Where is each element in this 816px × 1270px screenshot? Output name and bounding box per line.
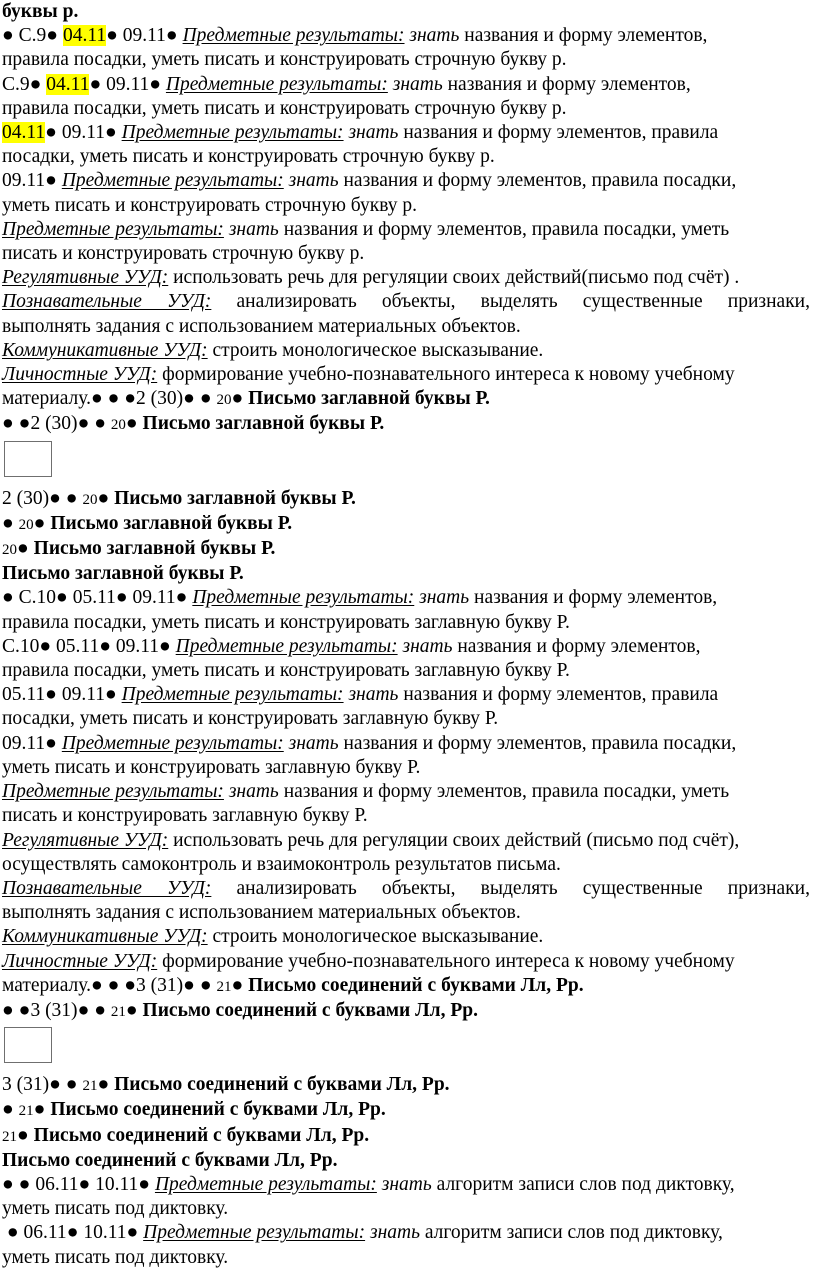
date: 09.11 [2,170,46,192]
bullet: ● [104,684,117,706]
bullet: ● [175,587,188,609]
bullet: ● [45,122,57,144]
text-line: правила посадки, уметь писать и конструировать заглавную букву Р. [2,611,570,633]
personal-row [2,950,810,974]
subject-results-label: Предметные результаты: [154,1173,377,1195]
bullet: ● [77,413,90,435]
communicative-label: Коммуникативные УУД: [2,926,208,948]
bullet: ● [46,25,59,47]
personal-text: материалу. [2,974,91,996]
lesson-row [2,24,810,48]
lesson-number: 2 (30) [30,413,78,435]
lesson-number: 2 (30) [136,388,184,410]
date: 09.11 [61,122,105,144]
subject-results-text: алгоритм записи слов под диктовку, [436,1173,735,1195]
subject-results-text: названия и форму элементов, правила посадки, [343,170,737,192]
hours: 21 [18,1103,34,1120]
date-highlighted: 04.11 [46,73,90,95]
lesson-title: Письмо заглавной буквы Р. [2,563,244,585]
regulatory-text: использовать речь для регуляции своих действий (письмо под счёт), [173,829,740,851]
date: 06.11 [35,1173,79,1195]
date: 05.11 [72,587,116,609]
bullet: ● [56,587,68,609]
bullet: ● [17,1124,29,1146]
date: 09.11 [106,73,150,95]
date-highlighted: 04.11 [2,122,46,144]
lesson-row [2,73,810,97]
text-line: уметь писать и конструировать заглавную букву Р. [2,756,421,778]
know-word: знать [419,587,470,609]
subject-results-text: названия и форму элементов, [474,587,718,609]
empty-cell-box [4,1027,52,1063]
text-line: правила посадки, уметь писать и конструировать строчную букву р. [2,97,567,119]
bullet: ● [97,1074,110,1096]
regulatory-text: использовать речь для регуляции своих действий(письмо под счёт) . [173,267,740,289]
bullet: ● [66,1222,79,1244]
cognitive-text: анализировать объекты, выделять существенные признаки, [236,877,810,899]
bullet: ● [45,684,57,706]
text-line: выполнять задания с использованием материальных объектов. [2,902,521,924]
bullet: ● [125,413,138,435]
lesson-title: Письмо заглавной буквы Р. [114,487,356,509]
subject-results-label: Предметные результаты: [2,781,224,803]
text-line: правила посадки, уметь писать и конструировать заглавную букву Р. [2,660,570,682]
communicative-row [2,925,810,949]
lesson-row [2,1124,810,1149]
text-line: уметь писать и конструировать строчную букву р. [2,194,417,216]
bullet: ● [124,974,137,996]
date: 09.11 [61,684,105,706]
bullet: ● [2,512,14,534]
subject-results-label: Предметные результаты: [175,635,398,657]
bullet: ● [199,388,212,410]
text-line: уметь писать под диктовку. [2,1198,229,1220]
lesson-row [2,1098,810,1123]
lesson-title: Письмо соединений с буквами Лл, Рр. [2,1149,338,1171]
lesson-row [2,487,810,512]
know-word: знать [228,218,279,240]
subject-results-label: Предметные результаты: [192,587,415,609]
bullet: ● [183,974,195,996]
personal-label: Личностные УУД: [2,950,158,972]
bullet: ● [165,25,178,47]
personal-row-cont [2,974,810,999]
subject-results-label: Предметные результаты: [182,25,405,47]
regulatory-label: Регулятивные УУД: [2,829,169,851]
date: 05.11 [56,635,100,657]
text-line: писать и конструировать строчную букву р. [2,243,365,265]
subject-results-label: Предметные результаты: [165,73,388,95]
know-word: знать [369,1222,420,1244]
cognitive-text: анализировать объекты, выделять существенные признаки, [236,291,810,313]
hours: 20 [82,491,98,508]
subject-results-text: алгоритм записи слов под диктовку, [424,1222,723,1244]
lesson-row [2,169,810,193]
subject-results-text: названия и форму элементов, [457,635,701,657]
lesson-row [2,218,810,242]
lesson-row [2,780,810,804]
subject-results-label: Предметные результаты: [143,1222,366,1244]
subject-results-label: Предметные результаты: [121,122,344,144]
subject-results-text: названия и форму элементов, [464,25,708,47]
bullet: ● [90,388,103,410]
bullet: ● [97,487,110,509]
subject-results-label: Предметные результаты: [121,684,344,706]
bullet: ● [183,388,195,410]
cognitive-label: Познавательные УУД: [2,291,212,313]
heading-letter-r: буквы р. [2,1,79,22]
bullet: ● [29,73,42,95]
subject-results-text: названия и форму элементов, правила посадки, уметь [283,781,730,803]
bullet: ● [94,413,106,435]
lesson-title: Письмо соединений с буквами Лл, Рр. [33,1124,370,1146]
bullet: ● [18,999,31,1021]
hours: 21 [82,1078,98,1095]
lesson-row [2,732,810,756]
bullet: ● [78,1173,91,1195]
bullet: ● [2,587,14,609]
date: 05.11 [2,684,46,706]
lesson-title: Письмо заглавной буквы Р. [142,413,385,435]
bullet: ● [107,974,120,996]
bullet: ● [199,974,212,996]
regulatory-row [2,829,810,853]
bullet: ● [125,999,138,1021]
know-word: знать [381,1173,432,1195]
know-word: знать [348,122,399,144]
bullet: ● [49,1074,61,1096]
cognitive-label: Познавательные УУД: [2,877,212,899]
lesson-number: 3 (31) [2,1074,50,1096]
bullet: ● [65,487,78,509]
bullet: ● [65,1074,78,1096]
lesson-title: Письмо заглавной буквы Р. [33,538,276,560]
lesson-row [2,999,810,1024]
subject-results-label: Предметные результаты: [61,170,284,192]
date-highlighted: 04.11 [62,25,107,47]
subject-results-text: названия и форму элементов, правила [403,684,719,706]
lesson-row [2,121,810,145]
bullet: ● [159,635,171,657]
page-ref: С.9 [18,25,47,47]
date: 09.11 [2,732,46,754]
bullet: ● [94,999,106,1021]
personal-text: формирование учебно-познавательного интереса к новому учебному [162,364,735,386]
bullet: ● [18,1173,31,1195]
page-ref: С.10 [2,635,40,657]
bullet: ● [104,122,117,144]
bullet: ● [2,1099,14,1121]
bullet: ● [17,538,29,560]
communicative-label: Коммуникативные УУД: [2,339,208,361]
know-word: знать [228,781,279,803]
hours: 20 [2,542,17,559]
bullet: ● [49,487,61,509]
personal-label: Личностные УУД: [2,364,158,386]
bullet: ● [231,974,244,996]
bullet: ● [18,413,31,435]
know-word: знать [392,73,443,95]
lesson-title: Письмо соединений с буквами Лл, Рр. [114,1074,450,1096]
bullet: ● [138,1173,151,1195]
subject-results-text: названия и форму элементов, правила [403,122,719,144]
hours: 21 [2,1128,17,1145]
page-ref: С.10 [18,587,57,609]
lesson-row [2,512,810,537]
bullet: ● [39,635,52,657]
page-ref: С.9 [2,73,30,95]
know-word: знать [409,25,460,47]
lesson-number: 2 (30) [2,487,50,509]
subject-results-label: Предметные результаты: [61,732,284,754]
lesson-row [2,537,810,562]
lesson-row [2,1073,810,1098]
subject-results-text: названия и форму элементов, правила посадки, уметь [283,218,730,240]
subject-results-text: названия и форму элементов, правила посадки, [343,732,737,754]
lesson-row [2,635,810,659]
personal-row-cont [2,387,810,412]
date: 06.11 [23,1222,67,1244]
lesson-title: Письмо соединений с буквами Лл, Рр. [142,999,478,1021]
lesson-number: 3 (31) [136,974,184,996]
communicative-text: строить монологическое высказывание. [212,339,544,361]
date: 10.11 [83,1222,127,1244]
regulatory-row [2,266,810,290]
personal-row [2,363,810,387]
lesson-row [2,1173,810,1197]
text-line: посадки, уметь писать и конструировать заглавную букву Р. [2,708,499,730]
text-line: уметь писать под диктовку. [2,1246,229,1268]
bullet: ● [33,1099,46,1121]
bullet: ● [6,1222,19,1244]
bullet: ● [89,73,102,95]
bullet: ● [149,73,162,95]
empty-cell-box [4,441,52,477]
lesson-number: 3 (31) [30,999,78,1021]
bullet: ● [126,1222,139,1244]
date: 09.11 [115,635,160,657]
hours: 21 [110,1003,126,1020]
cognitive-row [2,290,810,314]
lesson-row [2,586,810,610]
regulatory-label: Регулятивные УУД: [2,267,169,289]
bullet: ● [33,512,46,534]
lesson-title: Письмо соединений с буквами Лл, Рр. [50,1099,386,1121]
bullet: ● [115,587,128,609]
bullet: ● [2,1173,14,1195]
communicative-row [2,339,810,363]
subject-results-text: названия и форму элементов, [447,73,691,95]
lesson-title: Письмо заглавной буквы Р. [248,388,490,410]
know-word: знать [348,684,399,706]
bullet: ● [106,25,118,47]
subject-results-label: Предметные результаты: [2,218,224,240]
date: 09.11 [122,25,166,47]
bullet: ● [45,732,57,754]
personal-text: формирование учебно-познавательного интереса к новому учебному [162,950,735,972]
know-word: знать [288,732,339,754]
bullet: ● [231,388,244,410]
hours: 21 [216,978,232,995]
personal-text: материалу. [2,388,91,410]
text-line: выполнять задания с использованием материальных объектов. [2,315,521,337]
text-line: осуществлять самоконтроль и взаимоконтроль результатов письма. [2,853,561,875]
hours: 20 [18,516,34,533]
hours: 20 [110,417,126,434]
date: 09.11 [132,587,176,609]
know-word: знать [402,635,453,657]
date: 10.11 [95,1173,139,1195]
cognitive-row [2,877,810,901]
lesson-title: Письмо заглавной буквы Р. [50,512,293,534]
text-line: писать и конструировать заглавную букву Р. [2,805,368,827]
lesson-title: Письмо соединений с буквами Лл, Рр. [248,974,584,996]
text-line: посадки, уметь писать и конструировать строчную букву р. [2,146,495,168]
bullet: ● [99,635,111,657]
bullet: ● [107,388,120,410]
bullet: ● [124,388,137,410]
bullet: ● [2,999,14,1021]
lesson-row [2,412,810,437]
bullet: ● [45,170,57,192]
communicative-text: строить монологическое высказывание. [212,926,544,948]
lesson-row [2,683,810,707]
bullet: ● [77,999,90,1021]
text-line: правила посадки, уметь писать и конструировать строчную букву р. [2,49,567,71]
bullet: ● [2,25,14,47]
bullet: ● [90,974,103,996]
hours: 20 [216,392,232,409]
know-word: знать [288,170,339,192]
bullet: ● [2,413,14,435]
